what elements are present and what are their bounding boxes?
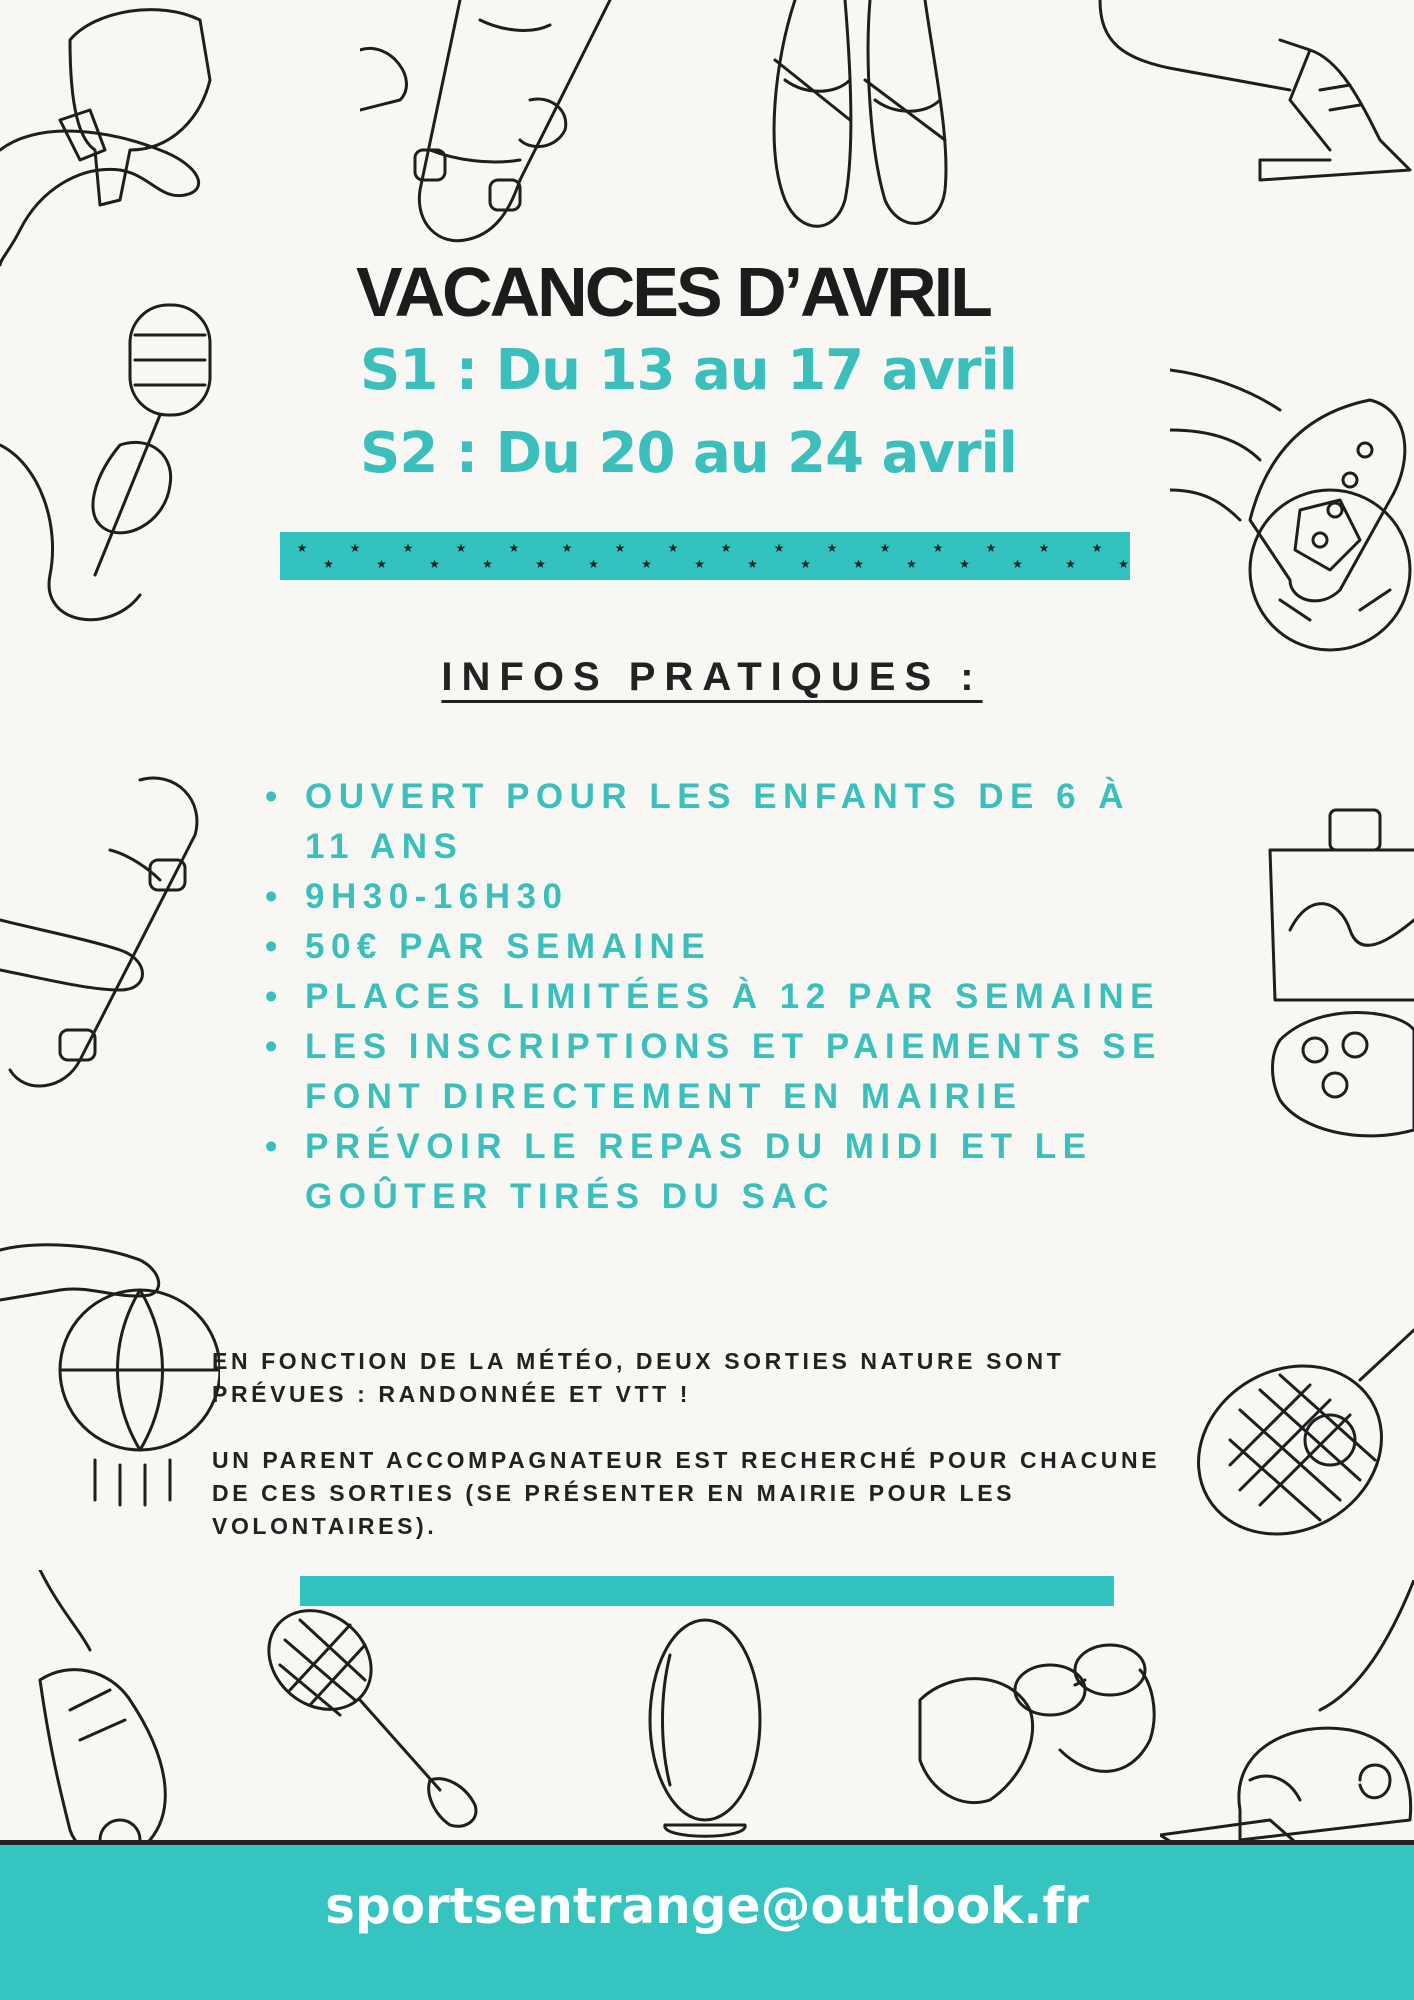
running-shoe-icon [1080,0,1414,200]
star-icon: ★ [641,557,652,571]
star-icon: ★ [508,541,520,555]
basketball-icon [0,1230,220,1510]
info-item-age: • OUVERT POUR LES ENFANTS DE 6 À 11 ANS [265,772,1165,872]
divider-band [300,1576,1114,1606]
tennis-racket-icon [1180,1290,1414,1550]
star-icon: ★ [402,541,414,555]
star-icon: ★ [455,541,467,555]
star-icon: ★ [932,541,944,555]
star-icon: ★ [535,557,546,571]
star-icon: ★ [694,557,705,571]
rugby-ball-icon [630,1615,780,1850]
star-icon: ★ [296,541,308,555]
star-icon: ★ [959,557,970,571]
star-icon: ★ [349,541,361,555]
star-icon: ★ [853,557,864,571]
note-outings: EN FONCTION DE LA MÉTÉO, DEUX SORTIES NATURE SONT PRÉVUES : RANDONNÉE ET VTT ! [212,1348,1065,1407]
info-item-meals: • PRÉVOIR LE REPAS DU MIDI ET LE GOÛTER TIRÉS DU SAC [265,1122,1165,1222]
star-icon: ★ [588,557,599,571]
contact-email[interactable]: sportsentrange@outlook.fr [325,1877,1089,1935]
star-icon: ★ [879,541,891,555]
bike-handle-hand-icon [0,0,220,270]
section-heading: INFOS PRATIQUES : [441,655,983,699]
star-icon: ★ [323,557,334,571]
note-volunteer: UN PARENT ACCOMPAGNATEUR EST RECHERCHÉ POUR CHACUNE DE CES SORTIES (SE PRÉSENTER EN MAIRIE POUR LES VOLONTAIRES). [212,1447,1161,1539]
notes-block [212,1345,1202,1576]
star-icon: ★ [985,541,997,555]
star-icon: ★ [800,557,811,571]
star-icon: ★ [1038,541,1050,555]
week-2-dates: S2 : Du 20 au 24 avril [360,421,1017,486]
star-icon: ★ [747,557,758,571]
star-divider-band [280,532,1130,580]
star-icon: ★ [376,557,387,571]
star-icon: ★ [1091,541,1103,555]
microphone-icon [0,295,220,635]
paint-palette-icon [1260,800,1414,1140]
star-icon: ★ [906,557,917,571]
week-1-dates: S1 : Du 13 au 17 avril [360,338,1017,403]
badminton-racket-icon [260,1600,500,1840]
star-icon: ★ [1065,557,1076,571]
star-icon: ★ [667,541,679,555]
star-icon: ★ [561,541,573,555]
yoga-mat-icon [1160,1580,1414,1860]
star-icon: ★ [614,541,626,555]
star-icon: ★ [482,557,493,571]
info-item-price: • 50€ PAR SEMAINE [265,922,1165,972]
star-icon: ★ [1012,557,1023,571]
skateboard-icon [0,770,210,1100]
info-item-registration: • LES INSCRIPTIONS ET PAIEMENTS SE FONT DIRECTEMENT EN MAIRIE [265,1022,1165,1122]
footer-band [0,1840,1414,2000]
star-icon: ★ [773,541,785,555]
info-item-hours: • 9H30-16H30 [265,872,1165,922]
star-pattern [280,532,1130,580]
star-icon: ★ [1118,557,1129,571]
star-icon: ★ [429,557,440,571]
football-kick-icon [1170,340,1414,660]
star-icon: ★ [826,541,838,555]
skateboard-icon [360,0,630,250]
swim-goggles-icon [910,1630,1160,1830]
info-item-places: • PLACES LIMITÉES À 12 PAR SEMAINE [265,972,1165,1022]
ballet-shoes-icon [755,0,995,240]
golf-glove-icon [0,1570,200,1870]
page-title: VACANCES D’AVRIL [356,253,990,331]
star-icon: ★ [720,541,732,555]
info-list [265,772,1165,1222]
